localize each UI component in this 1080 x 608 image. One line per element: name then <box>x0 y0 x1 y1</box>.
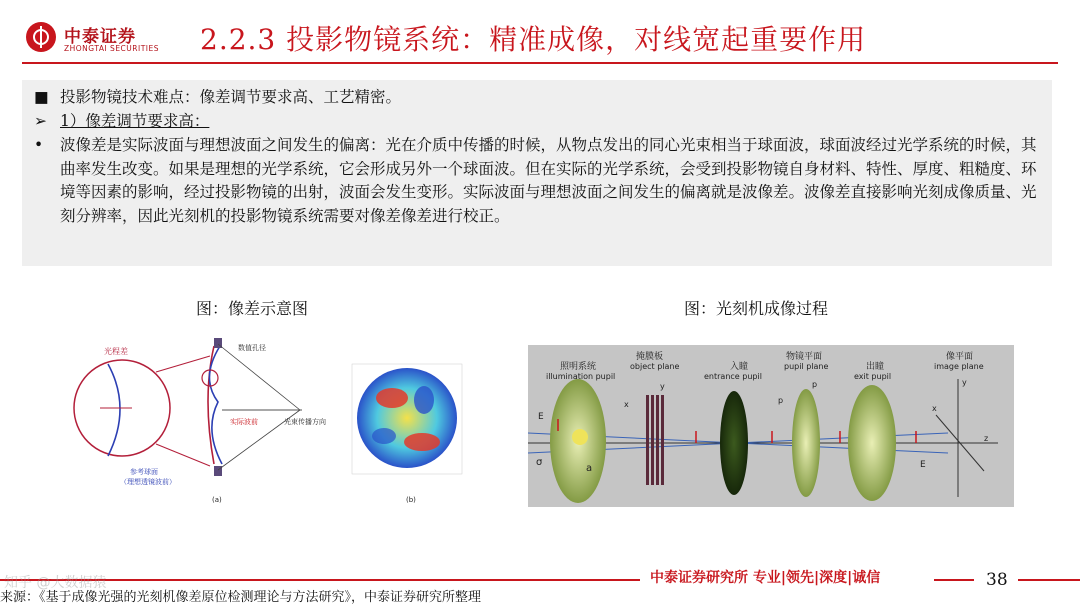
label-p2: p <box>778 396 784 405</box>
label-pupil-plane-en: pupil plane <box>784 362 829 371</box>
label-aperture: 数值孔径 <box>238 344 266 352</box>
label-pupil-plane-cn: 物镜平面 <box>786 352 823 362</box>
wavefront-curve <box>108 364 120 456</box>
label-entrance-cn: 入瞳 <box>730 362 749 372</box>
label-exit-cn: 出瞳 <box>866 362 885 372</box>
company-logo <box>26 20 166 58</box>
aberration-figure <box>72 338 480 512</box>
point-line-2 <box>34 110 209 133</box>
label-p1: p <box>812 380 818 389</box>
content-box <box>22 80 1052 266</box>
mask-grating <box>661 395 664 485</box>
entrance-pupil <box>720 391 748 495</box>
logo-text-cn: 中泰证券 <box>64 27 136 47</box>
watermark: 知乎 @大数据猿 <box>4 575 107 591</box>
label-panel-b: (b) <box>406 496 416 504</box>
footer-rule-mid <box>934 579 974 581</box>
wavefront-heatmap <box>357 368 457 468</box>
label-entrance-en: entrance pupil <box>704 372 762 381</box>
arrow-bullet-icon: ➢ <box>34 112 47 130</box>
pupil-plane <box>792 389 820 497</box>
right-figure-caption: 图：光刻机成像过程 <box>684 299 829 318</box>
point-text-1: 投影物镜技术难点：像差调节要求高、工艺精密。 <box>60 88 402 106</box>
imaging-process-figure <box>528 345 1014 507</box>
square-bullet-icon: ■ <box>34 88 49 106</box>
source-note: 来源：《基于成像光强的光刻机像差原位检测理论与方法研究》，中泰证券研究所整理 <box>0 590 482 605</box>
illumination-spot <box>572 429 588 445</box>
label-ideal-wavefront: （理想透镜波前） <box>120 478 176 486</box>
label-image-plane-en: image plane <box>934 362 984 371</box>
label-mask-en: object plane <box>630 362 680 371</box>
label-reference-sphere: 参考球面 <box>130 468 158 476</box>
label-ei: E <box>538 412 544 422</box>
label-illumination-cn: 照明系统 <box>560 362 597 372</box>
label-z: z <box>984 434 989 443</box>
imaging-process-diagram <box>528 345 1014 507</box>
point-line-1 <box>34 86 401 109</box>
footer-rule-right <box>1018 579 1080 581</box>
label-e: E <box>920 460 926 470</box>
page-title: 2.2.3 投影物镜系统：精准成像，对线宽起重要作用 <box>200 23 867 56</box>
label-image-plane-cn: 像平面 <box>946 352 974 362</box>
label-direction: 光束传播方向 <box>284 418 326 426</box>
label-y: y <box>962 378 967 387</box>
label-x: x <box>932 404 937 413</box>
label-yr: y <box>660 382 665 391</box>
label-sigma: σ <box>536 457 543 468</box>
label-illumination-en: illumination pupil <box>546 372 616 381</box>
label-exit-en: exit pupil <box>854 372 892 381</box>
logo-mark-icon <box>26 22 56 52</box>
label-a: a <box>586 463 593 474</box>
dot-bullet-icon: • <box>34 136 44 154</box>
label-actual-wavefront: 实际波前 <box>230 418 258 426</box>
footer-brand: 中泰证券研究所 专业|领先|深度|诚信 <box>650 570 881 586</box>
left-figure-caption: 图：像差示意图 <box>196 299 309 318</box>
label-xr: x <box>624 400 629 409</box>
logo-text-en: ZHONGTAI SECURITIES <box>64 44 160 53</box>
aberration-diagram <box>72 338 480 512</box>
label-mask-cn: 掩膜板 <box>636 352 664 362</box>
exit-pupil <box>848 385 896 501</box>
page-number: 38 <box>986 570 1008 590</box>
label-path-difference: 光程差 <box>104 347 128 356</box>
label-panel-a: (a) <box>212 496 222 504</box>
title-divider <box>22 62 1058 64</box>
subheading: 1）像差调节要求高： <box>60 112 210 130</box>
paragraph-text: 波像差是实际波面与理想波面之间发生的偏离：光在介质中传播的时候，从物点发出的同心光束相当于球面波，球面波经过光学系统的时候，其曲率发生改变。如果是理想的光学系统，它会形成另外一个球面波。但在实际的光学系统，会受到投影物镜自身材料、特性、厚度、粗糙度、环境等因素的影响，经过投影物镜的出射，波面会发生变形。实际波面与理想波面之间发生的偏离就是波像差。波像差直接影响光刻成像质量、光刻分辨率，因此光刻机的投影物镜系统需要对像差像差进行校正。 <box>60 136 1037 225</box>
